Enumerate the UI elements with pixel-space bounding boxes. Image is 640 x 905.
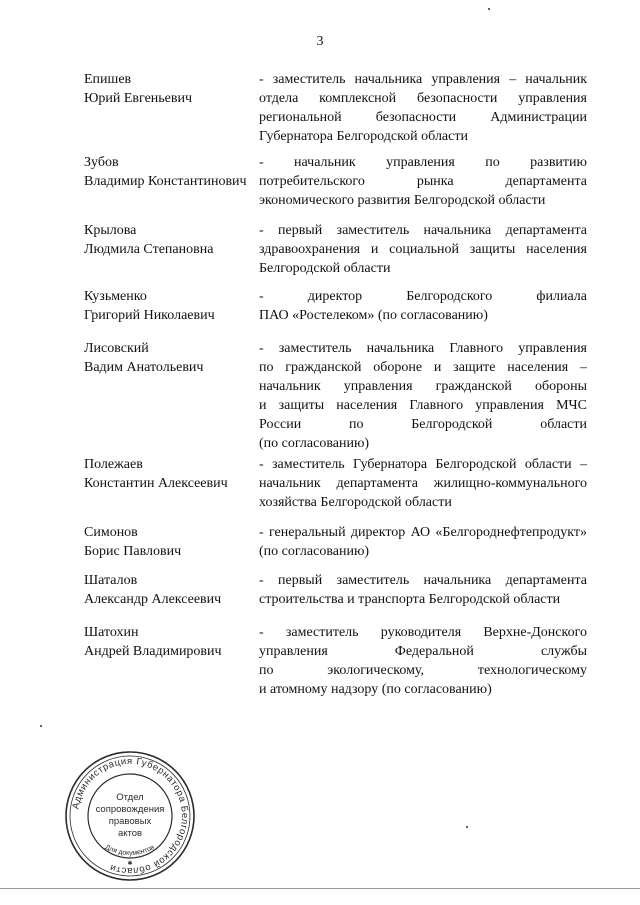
member-surname: Полежаев xyxy=(84,457,143,472)
member-position xyxy=(259,571,587,609)
stamp-line-4: актов xyxy=(117,828,143,839)
position-line: - заместитель руководителя Верхне-Донского xyxy=(259,625,587,640)
member-position xyxy=(259,339,587,453)
position-line: - заместитель Губернатора Белгородской области – xyxy=(259,457,587,472)
position-line: - заместитель начальника управления – начальник xyxy=(259,72,587,87)
member-given-names: Андрей Владимирович xyxy=(84,644,222,659)
position-line: и защиты населения Главного управления МЧС xyxy=(259,398,587,413)
position-line: строительства и транспорта Белгородской области xyxy=(259,592,561,607)
position-line: - заместитель начальника Главного управления xyxy=(259,341,587,356)
position-line: (по согласованию) xyxy=(259,544,370,559)
member-surname: Зубов xyxy=(84,155,119,170)
stamp-ring-text: Администрация Губернатора Белгородской области xyxy=(70,755,191,877)
stamp-line-1: Отдел xyxy=(116,792,144,803)
position-line: - первый заместитель начальника департамента xyxy=(259,573,587,588)
member-given-names: Григорий Николаевич xyxy=(84,308,215,323)
member-given-names: Константин Алексеевич xyxy=(84,476,228,491)
member-name xyxy=(84,70,254,108)
position-line: начальник департамента жилищно-коммунального xyxy=(259,476,587,491)
position-line: - первый заместитель начальника департамента xyxy=(259,223,587,238)
member-position xyxy=(259,287,587,325)
position-line: - директор Белгородского филиала xyxy=(259,289,587,304)
member-surname: Симонов xyxy=(84,525,138,540)
member-given-names: Юрий Евгеньевич xyxy=(84,91,193,106)
member-name xyxy=(84,623,254,661)
member-given-names: Вадим Анатольевич xyxy=(84,360,204,375)
member-name xyxy=(84,571,254,609)
svg-text:Для документов xyxy=(104,844,156,857)
position-line: ПАО «Ростелеком» (по согласованию) xyxy=(259,308,488,323)
scan-speck xyxy=(466,826,468,828)
position-line: хозяйства Белгородской области xyxy=(259,495,452,510)
position-line: отдела комплексной безопасности управления xyxy=(259,91,587,106)
position-line: экономического развития Белгородской области xyxy=(259,193,546,208)
position-line: потребительского рынка департамента xyxy=(259,174,587,189)
member-surname: Епишев xyxy=(84,72,132,87)
position-line: начальник управления гражданской обороны xyxy=(259,379,587,394)
member-name xyxy=(84,153,254,191)
position-line: Белгородской области xyxy=(259,261,391,276)
member-position xyxy=(259,221,587,278)
stamp-star-icon: ✱ xyxy=(127,860,133,867)
position-line: и атомному надзору (по согласованию) xyxy=(259,682,492,697)
member-given-names: Владимир Константинович xyxy=(84,174,247,189)
official-stamp xyxy=(62,748,198,884)
position-line: Губернатора Белгородской области xyxy=(259,129,468,144)
position-line: (по согласованию) xyxy=(259,436,370,451)
stamp-line-2: сопровождения xyxy=(95,804,165,815)
position-line: региональной безопасности Администрации xyxy=(259,110,587,125)
member-surname: Кузьменко xyxy=(84,289,147,304)
member-name xyxy=(84,339,254,377)
member-name xyxy=(84,523,254,561)
scan-speck xyxy=(40,725,42,727)
position-line: - генеральный директор АО «Белгороднефтепродукт» xyxy=(259,525,587,540)
position-line: - начальник управления по развитию xyxy=(259,155,587,170)
stamp-line-3: правовых xyxy=(108,816,152,827)
member-surname: Лисовский xyxy=(84,341,149,356)
member-given-names: Людмила Степановна xyxy=(84,242,214,257)
stamp-bottom-text: Для документов xyxy=(103,843,156,858)
member-name xyxy=(84,221,254,259)
member-position xyxy=(259,523,587,561)
bottom-scan-edge xyxy=(0,888,640,889)
member-given-names: Борис Павлович xyxy=(84,544,182,559)
position-line: России по Белгородской области xyxy=(259,417,587,432)
member-position xyxy=(259,153,587,210)
position-line: здравоохранения и социальной защиты населения xyxy=(259,242,587,257)
member-name xyxy=(84,287,254,325)
member-position xyxy=(259,455,587,512)
page-number: 3 xyxy=(316,34,324,49)
member-surname: Шаталов xyxy=(84,573,138,588)
member-surname: Шатохин xyxy=(84,625,139,640)
member-surname: Крылова xyxy=(84,223,137,238)
member-position xyxy=(259,70,587,146)
member-name xyxy=(84,455,254,493)
position-line: по экологическому, технологическому xyxy=(259,663,587,678)
position-line: по гражданской обороне и защите населения – xyxy=(259,360,587,375)
member-given-names: Александр Алексеевич xyxy=(84,592,222,607)
position-line: управления Федеральной службы xyxy=(259,644,587,659)
member-position xyxy=(259,623,587,699)
scan-speck xyxy=(488,8,490,10)
